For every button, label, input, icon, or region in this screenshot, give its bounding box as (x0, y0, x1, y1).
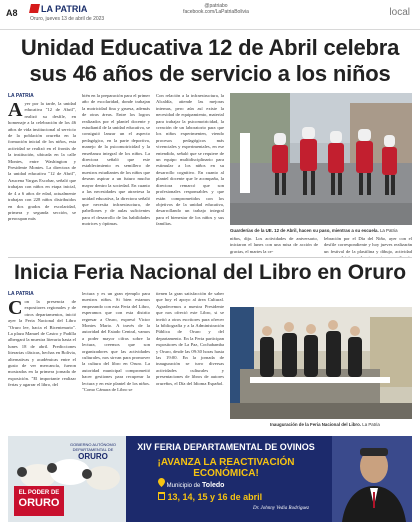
ad-gov-small: GOBIERNO AUTÓNOMO DEPARTAMENTAL DE (69, 442, 116, 452)
section-divider (8, 257, 412, 258)
article1-continuation-2: lebración por el Día del Niño, ayer con el desfile correspondiente y hoy jueves realizarán un festival de la plastilina y dibujo, actividad (324, 236, 412, 254)
ad-title: XIV FERIA DEPARTAMENTAL DE OVINOS (137, 442, 315, 452)
el-poder-de-oruro-logo (14, 486, 64, 516)
article2-column-1 (8, 299, 76, 431)
newspaper-name: LA PATRIA (41, 4, 88, 14)
article1-column-2: bién en la preparación para el primer año de escolaridad, donde trabajan la motricidad fina y gruesa, además de otras áreas. Entre los logros realizados por el plantel docente y estudiantil de la unidad educativa, se consiguió lanzar un el aspecto pedagógico, en la parte deportiva, manejo de la psicomotricidad y la enseñanza integral de los niños. La directora señaló que este establecimiento es semillero de nuestros estudiantes de los niños que desean aspirar a un futuro mucho mayor dentro la sociedad. En cuanto a las necesidades que atraviesa la unidad educativa, la directora señaló que necesita infraestructura, de pabellones y de aulas suficientes para el desarrollo de las habilidades motrices y óptimas. (82, 93, 150, 227)
article1-dropcap: A (8, 101, 23, 121)
article1-col1-text: yer por la tarde, la unidad educativa "12 de Abril", realizó su desfile, en homenaje a la celebración de los 46 años de vida institucional al servicio de la población orureña en la formación inicial de los niños, esta actividad se realizó en el frontis de la institución, ubicada en la calle Montes, entre Washington y Presidente Montes. La directora de la unidad educativa "12 de Abril", Azucena Vargas Escobar, señaló que trabajan con niños en etapa inicial, de 4 a 6 años de edad, actualmente trabajan con 228 niños distribuidos en dos grados de escolaridad, primera y segunda sección, se preocupan más (8, 101, 76, 222)
social-handle-facebook: facebook.com/LaPatriaBolivia (183, 9, 249, 15)
dateline: Oruro, jueves 13 de abril de 2023 (30, 16, 105, 22)
ad-gov-big: ORURO (78, 452, 108, 461)
article2-photo-caption (270, 422, 412, 428)
article2-headline: Inicia Feria Nacional del Libro en Oruro (13, 261, 407, 284)
ad-brand-line-1: EL PODER (18, 490, 50, 496)
social-handle-twitter: @patriabo (204, 3, 228, 9)
article1-headline: Unidad Educativa 12 de Abril celebra sus 46 años de servicio a los niños (20, 35, 400, 86)
article1-byline: LA PATRIA (8, 93, 34, 99)
article2-photo-credit: La Patria (362, 422, 380, 427)
article2-dropcap: C (8, 299, 23, 319)
article1-photo-caption (230, 228, 412, 234)
ad-slogan: ¡AVANZA LA REACTIVACIÓN ECONÓMICA! (157, 457, 295, 479)
article2-photo (230, 307, 412, 419)
article2-col1-text: on la presencia de expositores regionales y de otros departamentos, inició ayer la Feria Nacional del Libro "Oruro lee, hacia el Bicentenario". La plaza Manuel de Castro y Padilla albergará la muestra literaria hasta el lunes 18 de abril. Predicciones literarias clásicas, hechas en Bolivia, alternativas y académicas entre el gusto de ver mercancía, fueron mostradas en la primera jornada de exposición. "El importante realizar ferias y agarrar el libro, del (8, 299, 76, 388)
article1-photo (230, 93, 412, 225)
page-number: A8 (6, 8, 18, 18)
book-fair-photo-illustration (230, 307, 412, 419)
ad-signature: Dr. Johnny Vedia Rodríguez (253, 506, 310, 511)
article2-caption-text: Inauguración de la Feria Nacional del Libro. (270, 422, 362, 427)
advertisement-banner[interactable] (8, 436, 412, 522)
article2-column-3: tienen la gran satisfacción de saber que hoy el apoyo al área Cultural. Agradecemos a nuestra Presidente que nos ofreció este Libro, si se invitó a otros escritores para ofrecer la bibliografía y a la Administración Pública de Oruro y del departamento. En la Feria participan expositores de La Paz, Cochabamba y Oruro, desde las 09:30 horas hasta las 19:00. En la jornada de inauguración se tuvo diversas actividades culturales y presentaciones de libros de autores orureños, el Día del Idioma Español. (156, 291, 224, 386)
ad-dates (158, 491, 262, 502)
ad-brand-line-2: DE (50, 490, 60, 496)
logo-mark-icon (29, 4, 40, 13)
calendar-icon (158, 491, 165, 500)
ad-location-prefix: Municipio de (166, 483, 201, 489)
article1-column-3: Con relación a la infraestructura, la Alcaldía, atiende las mejoras internas, pero aún así existe la necesidad de equipamiento, material para trabajar la psicomotricidad, la creación de un laboratorio para que los niños experimenten, viendo procesos pedagógicos más vivenciales y experimentales, en ese entendido, señaló que se requiere de un equipo multidisciplinario para estimular a los niños en su desarrollo cognitivo. En cuanto al plantel docente que le acompaña, la directora remarcó que son profesionales responsables y que están comprometidos con los objetivos de la unidad educativa, desarrollando un trabajo integral para el bienestar de los niños y sus familias. (156, 93, 224, 227)
ad-location (158, 478, 224, 489)
section-label: local (389, 7, 410, 18)
article2-column-2: lectura y es un gran ejemplo para nuestros niños. Si bien estamos empezando con esta Feria del Libro, esperamos que con esta distrito regresar a Oruro, expresó Victor Montes Mario. A través de la autoridad del Estado Central, vamos a poder mayor cifras sobre la lectura, creemos que son organizadores que las actividades culturales, nos sirvan para promover la cultura del libro en Oruro. La autoridad municipal comprometió hacer gestiones para recuperar la lectura y en este plantel de los niños. "Como Cámara de Libro se (82, 291, 150, 393)
masthead (0, 0, 420, 30)
ad-brand-line-3: ORURO (18, 497, 60, 509)
location-pin-icon (158, 478, 165, 487)
ad-left-panel (8, 436, 126, 522)
ad-dates-text: 13, 14, 15 y 16 de abril (167, 492, 263, 502)
government-logo (68, 442, 118, 461)
article1-column-1 (8, 101, 76, 257)
social-handles (176, 3, 256, 15)
article1-photo-credit: La Patria (379, 228, 398, 233)
article2-byline: LA PATRIA (8, 291, 34, 297)
article1-caption-text: Guarderías de la UE. 12 de Abril, hacen su paso, mientras a su escuela. (230, 228, 379, 233)
governor-portrait (332, 436, 412, 522)
parade-photo-illustration (230, 93, 412, 225)
newspaper-logo (30, 4, 87, 14)
article1-continuation-1: niños, dijo. Los actividades de aniversario, iniciaron el lunes con una misa de acción de gracias, el martes la ce- (230, 236, 318, 254)
portrait-illustration (332, 436, 412, 522)
ad-location-name: Toledo (202, 482, 225, 489)
